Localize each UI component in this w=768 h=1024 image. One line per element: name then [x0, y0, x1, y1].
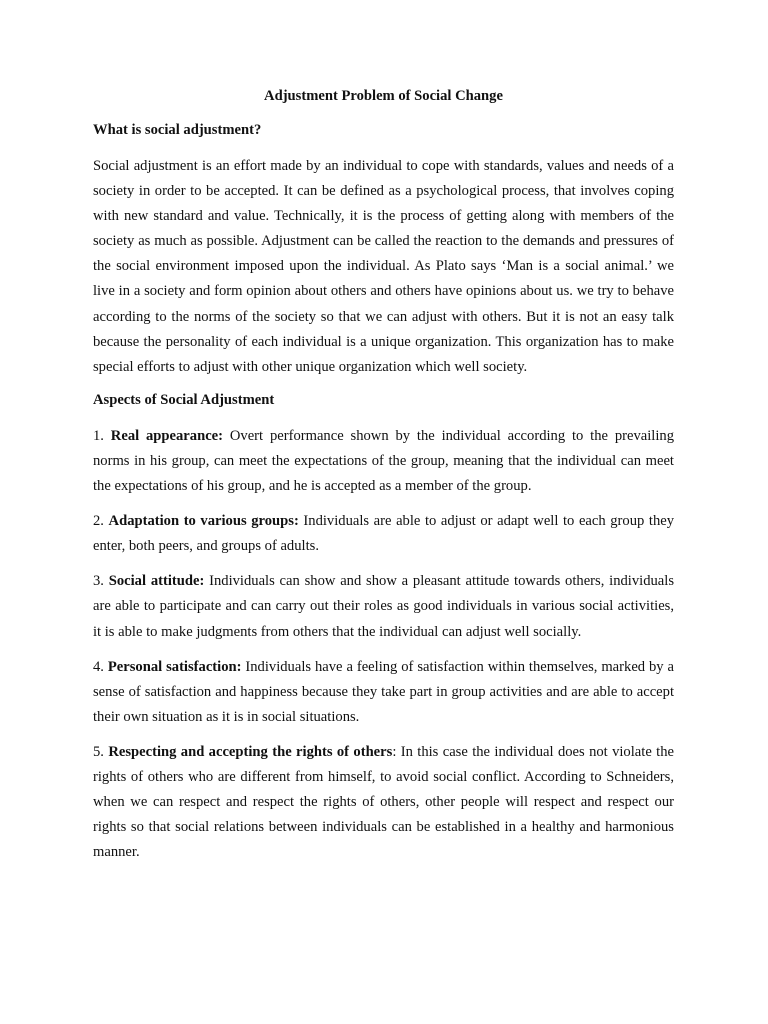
- aspect-text: : In this case the individual does not violate the rights of others who are different from himself, to avoid social conflict. According to Schneiders, when we can respect and respect the rights of others, other people will respect and respect our rights so that social relations between individuals can be established in a healthy and harmonious manner.: [93, 743, 674, 861]
- aspect-item: [93, 655, 674, 730]
- aspect-label: Respecting and accepting the rights of others: [108, 743, 393, 760]
- intro-paragraph: Social adjustment is an effort made by an individual to cope with standards, values and needs of a society in order to be accepted. It can be defined as a psychological process, that involves coping with new standard and value. Technically, it is the process of getting along with members of the society as much as possible. Adjustment can be called the reaction to the demands and pressures of the social environment imposed upon the individual. As Plato says ‘Man is a social animal.’ we live in a society and form opinion about others and others have opinions about us. we try to behave according to the norms of the society so that we can adjust with others. But it is not an easy talk because the personality of each individual is a unique organization. This organization has to make special efforts to adjust with other unique organization which well society.: [93, 158, 674, 375]
- document-page: [93, 86, 674, 875]
- aspect-number: 1.: [93, 427, 111, 444]
- aspect-text: Individuals have a feeling of satisfaction within themselves, marked by a sense of satisfaction and happiness because they take part in group activities and are able to accept their own situation as it is in social situations.: [93, 658, 674, 725]
- aspect-label: Social attitude:: [108, 573, 205, 590]
- aspect-number: 2.: [93, 513, 109, 530]
- aspect-item: [93, 424, 674, 499]
- aspect-label: Real appearance:: [110, 427, 224, 444]
- aspect-text: Overt performance shown by the individual according to the prevailing norms in his group, can meet the expectations of the group, meaning that the individual can meet the expectations of his group, and he is accepted as a member of the group.: [93, 427, 675, 495]
- aspect-number: 5.: [93, 743, 109, 760]
- aspect-text: Individuals can show and show a pleasant attitude towards others, individuals are able to participate and can carry out their roles as good individuals in various social activities, it is able to make judgments from others that the individual can adjust well socially.: [93, 573, 675, 640]
- aspect-text: Individuals are able to adjust or adapt well to each group they enter, both peers, and groups of adults.: [93, 513, 675, 555]
- aspect-number: 3.: [93, 573, 109, 590]
- aspect-item: [93, 569, 674, 644]
- aspect-item: [93, 509, 674, 559]
- aspect-item: [93, 740, 674, 865]
- aspect-number: 4.: [93, 658, 108, 675]
- section-heading-what-is: What is social adjustment?: [93, 122, 262, 138]
- section-heading-aspects: Aspects of Social Adjustment: [93, 391, 275, 408]
- document-title: Adjustment Problem of Social Change: [264, 88, 503, 104]
- aspect-label: Adaptation to various groups:: [108, 513, 299, 530]
- aspect-label: Personal satisfaction:: [107, 658, 242, 675]
